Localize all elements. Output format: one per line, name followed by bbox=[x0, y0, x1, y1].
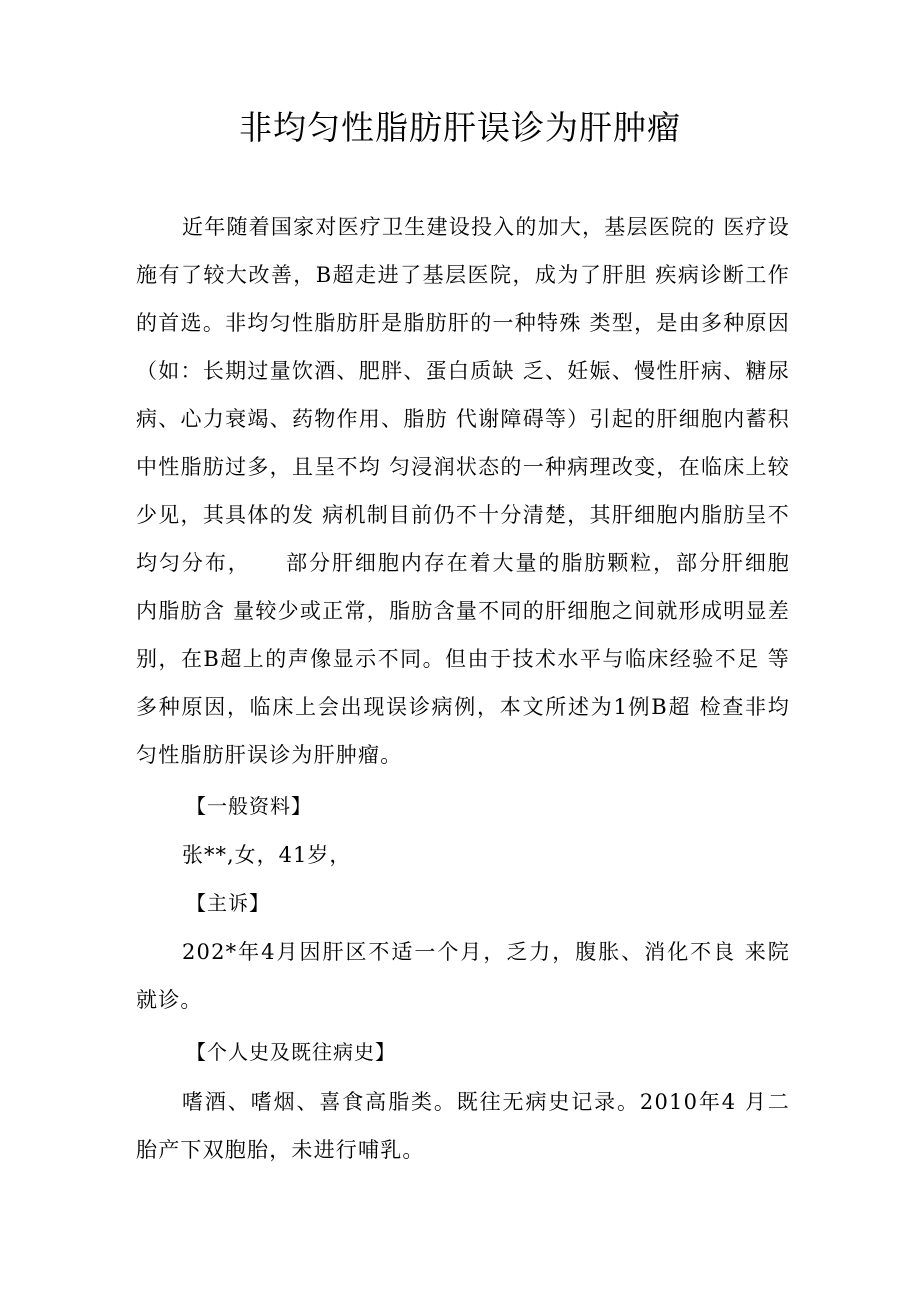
medical-history-heading: 【个人史及既往病史】 bbox=[186, 1040, 396, 1064]
medical-history-paragraph: 嗜酒、嗜烟、喜食高脂类。既往无病史记录。2010年4 月二胎产下双胞胎，未进行哺乳。 bbox=[136, 1090, 790, 1162]
general-info-heading: 【一般资料】 bbox=[186, 794, 312, 818]
document-title: 非均匀性脂肪肝误诊为肝肿瘤 bbox=[239, 108, 681, 147]
chief-complaint-heading: 【主诉】 bbox=[186, 891, 270, 915]
chief-complaint-paragraph: 202*年4月因肝区不适一个月，乏力，腹胀、消化不良 来院就诊。 bbox=[136, 940, 790, 1012]
intro-paragraph: 近年随着国家对医疗卫生建设投入的加大，基层医院的 医疗设施有了较大改善，B超走进了基层医院，成为了肝胆 疾病诊断工作的首选。非均匀性脂肪肝是脂肪肝的一种特殊 类型，是由多种原因（如：长期过量饮酒、肥胖、蛋白质缺 乏、妊娠、慢性肝病、糖尿病、心力衰竭、药物作用、脂肪 代谢障碍等）引起的肝细胞内蓄积中性脂肪过多，且呈不均 匀浸润状态的一种病理改变，在临床上较少见，其具体的发 病机制目前仍不十分清楚，其肝细胞内脂肪呈不均匀分布， 部分肝细胞内存在着大量的脂肪颗粒，部分肝细胞内脂肪含 量较少或正常，脂肪含量不同的肝细胞之间就形成明显差别，在B超上的声像显示不同。但由于技术水平与临床经验不足 等多种原因，临床上会出现误诊病例，本文所述为1例B超 检查非均匀性脂肪肝误诊为肝肿瘤。 bbox=[136, 215, 790, 767]
patient-info-line: 张**,女，41岁， bbox=[182, 843, 352, 867]
